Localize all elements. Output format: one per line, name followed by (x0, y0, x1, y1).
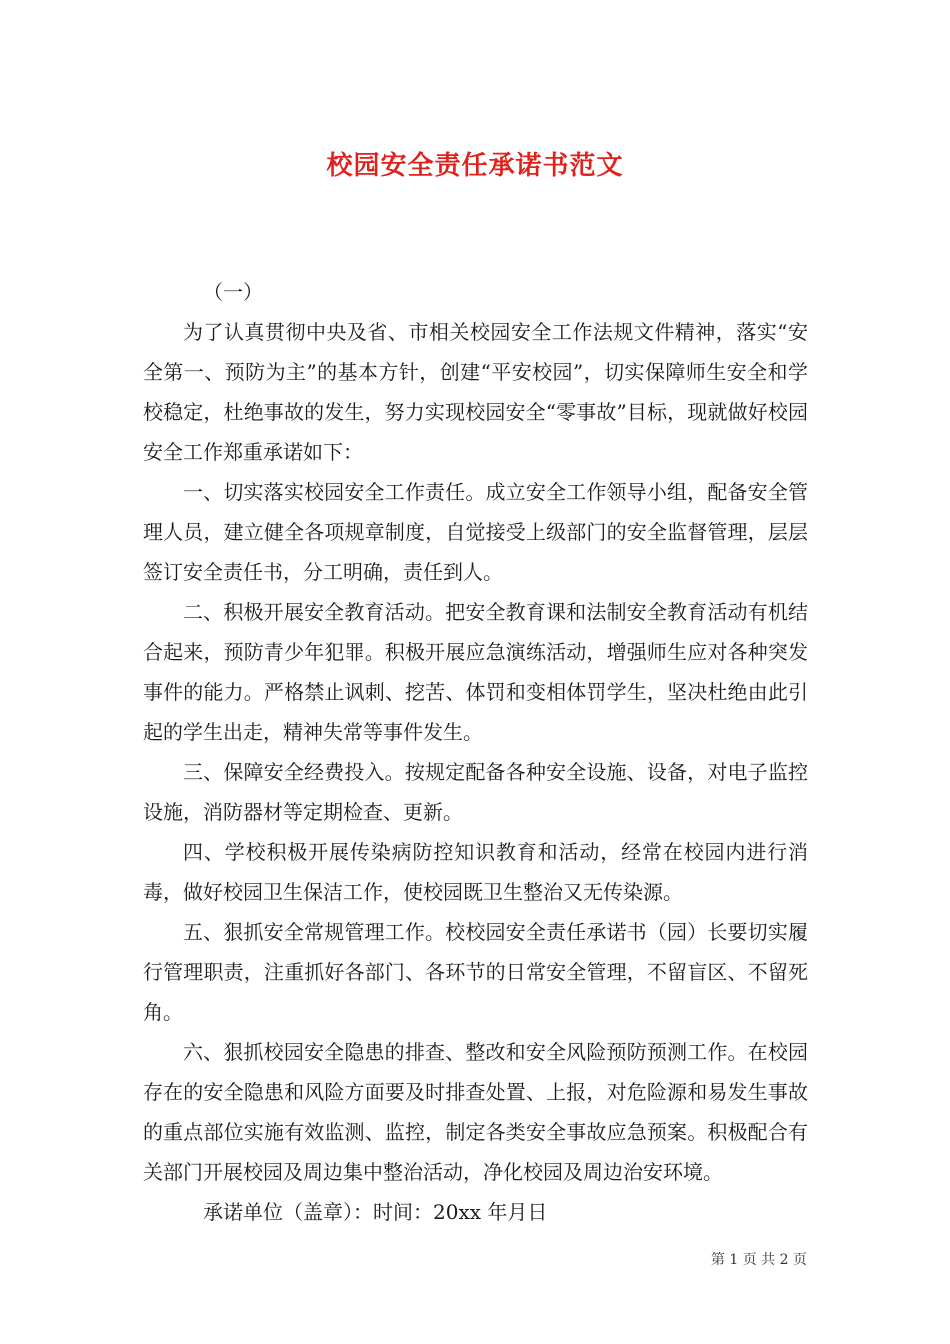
document-title: 校园安全责任承诺书范文 (326, 151, 624, 182)
paragraph-item-6: 六、狠抓校园安全隐患的排查、整改和安全风险预防预测工作。在校园存在的安全隐患和风险方面要及时排查处置、上报，对危险源和易发生事故的重点部位实施有效监测、监控，制定各类安全事故应急预案。积极配合有关部门开展校园及周边集中整治活动，净化校园及周边治安环境。 (143, 1040, 808, 1184)
paragraph-item-2: 二、积极开展安全教育活动。把安全教育课和法制安全教育活动有机结合起来，预防青少年犯罪。积极开展应急演练活动，增强师生应对各种突发事件的能力。严格禁止讽刺、挖苦、体罚和变相体罚学生，坚决杜绝由此引起的学生出走，精神失常等事件发生。 (143, 600, 808, 744)
section-label: （一） (203, 280, 263, 304)
document-body (143, 272, 808, 1232)
page-indicator: 第 1 页 共 2 页 (710, 1252, 807, 1268)
paragraph-item-1: 一、切实落实校园安全工作责任。成立安全工作领导小组，配备安全管理人员，建立健全各项规章制度，自觉接受上级部门的安全监督管理，层层签订安全责任书，分工明确，责任到人。 (143, 480, 808, 584)
paragraph-item-4: 四、学校积极开展传染病防控知识教育和活动，经常在校园内进行消毒，做好校园卫生保洁工作，使校园既卫生整治又无传染源。 (143, 840, 808, 904)
signature-line: 承诺单位（盖章）：时间：20xx 年月日 (203, 1200, 548, 1224)
paragraph-item-3: 三、保障安全经费投入。按规定配备各种安全设施、设备，对电子监控设施，消防器材等定期检查、更新。 (143, 760, 808, 824)
paragraph-intro: 为了认真贯彻中央及省、市相关校园安全工作法规文件精神，落实“安全第一、预防为主”的基本方针，创建“平安校园”，切实保障师生安全和学校稳定，杜绝事故的发生，努力实现校园安全“零事故”目标，现就做好校园安全工作郑重承诺如下： (143, 320, 808, 464)
paragraph-item-5: 五、狠抓安全常规管理工作。校校园安全责任承诺书（园）长要切实履行管理职责，注重抓好各部门、各环节的日常安全管理，不留盲区、不留死角。 (143, 920, 808, 1024)
